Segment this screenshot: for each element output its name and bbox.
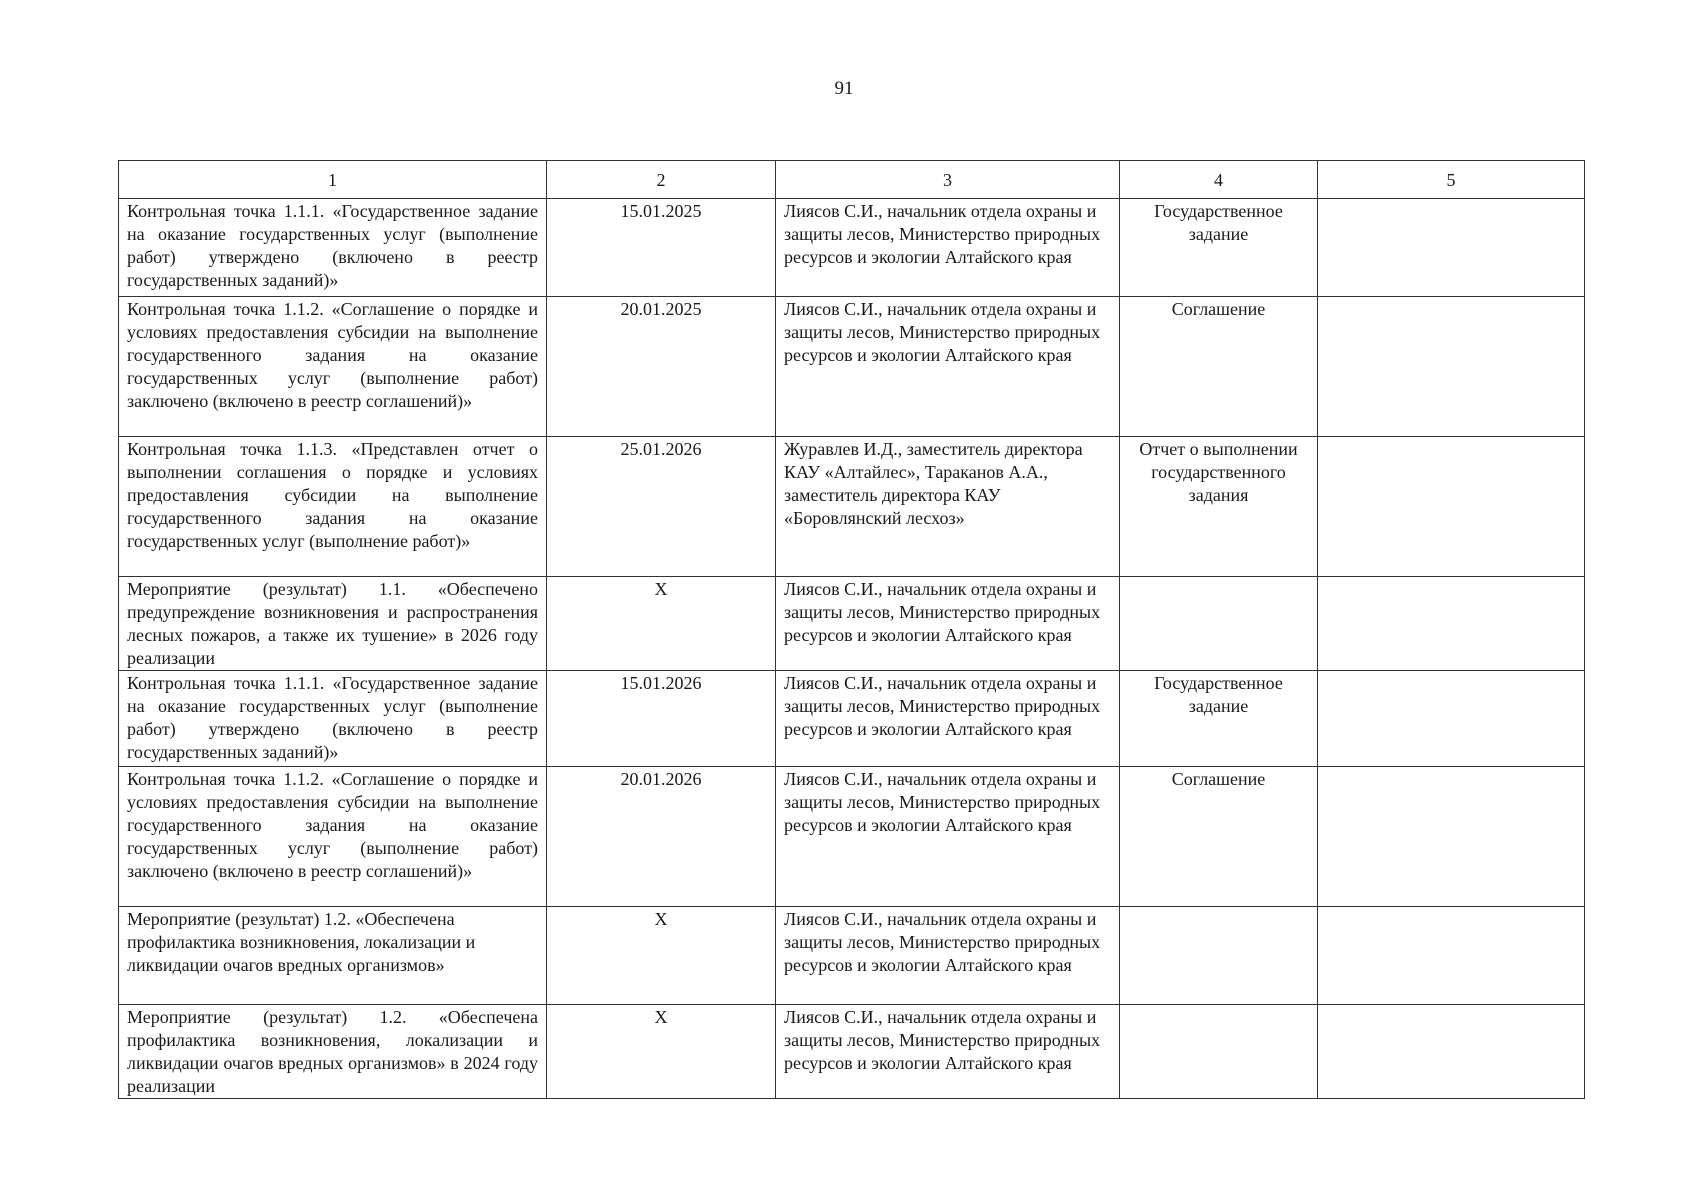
header-col-2: 2: [547, 161, 776, 199]
row-col5-cell: [1318, 907, 1585, 1005]
row-responsible-cell: Лиясов С.И., начальник отдела охраны и защиты лесов, Министерство природных ресурсов и экологии Алтайского края: [776, 577, 1120, 671]
row-date-cell: X: [547, 577, 776, 671]
row-col5-cell: [1318, 671, 1585, 767]
row-responsible-cell: Лиясов С.И., начальник отдела охраны и защиты лесов, Министерство природных ресурсов и экологии Алтайского края: [776, 671, 1120, 767]
row-date-cell: 20.01.2025: [547, 297, 776, 437]
row-responsible-cell: Журавлев И.Д., заместитель директора КАУ «Алтайлес», Тараканов А.А., заместитель директора КАУ «Боровлянский лесхоз»: [776, 437, 1120, 577]
header-row: [119, 161, 1585, 199]
row-document-cell: Отчет о выполнении государственного задания: [1120, 437, 1318, 577]
row-date-cell: 20.01.2026: [547, 767, 776, 907]
table-row: [119, 767, 1585, 907]
header-col-5: 5: [1318, 161, 1585, 199]
row-document-cell: Соглашение: [1120, 767, 1318, 907]
row-responsible-cell: Лиясов С.И., начальник отдела охраны и защиты лесов, Министерство природных ресурсов и экологии Алтайского края: [776, 767, 1120, 907]
row-document-cell: Соглашение: [1120, 297, 1318, 437]
row-name-cell: Контрольная точка 1.1.1. «Государственное задание на оказание государственных услуг (выполнение работ) утверждено (включено в реестр государственных заданий)»: [119, 671, 547, 767]
row-document-cell: [1120, 1005, 1318, 1099]
row-responsible-cell: Лиясов С.И., начальник отдела охраны и защиты лесов, Министерство природных ресурсов и экологии Алтайского края: [776, 907, 1120, 1005]
row-document-cell: Государственное задание: [1120, 671, 1318, 767]
row-document-cell: [1120, 907, 1318, 1005]
row-col5-cell: [1318, 767, 1585, 907]
table-row: [119, 1005, 1585, 1099]
row-col5-cell: [1318, 1005, 1585, 1099]
row-col5-cell: [1318, 199, 1585, 297]
table-row: [119, 671, 1585, 767]
table-row: [119, 437, 1585, 577]
row-date-cell: X: [547, 1005, 776, 1099]
table-row: [119, 297, 1585, 437]
row-responsible-cell: Лиясов С.И., начальник отдела охраны и защиты лесов, Министерство природных ресурсов и экологии Алтайского края: [776, 199, 1120, 297]
row-name-cell: Мероприятие (результат) 1.1. «Обеспечено предупреждение возникновения и распространения лесных пожаров, а также их тушение» в 2026 году реализации: [119, 577, 547, 671]
row-col5-cell: [1318, 437, 1585, 577]
header-col-1: 1: [119, 161, 547, 199]
table-row: [119, 907, 1585, 1005]
row-name-cell: Контрольная точка 1.1.1. «Государственное задание на оказание государственных услуг (выполнение работ) утверждено (включено в реестр государственных заданий)»: [119, 199, 547, 297]
row-col5-cell: [1318, 577, 1585, 671]
row-name-cell: Мероприятие (результат) 1.2. «Обеспечена профилактика возникновения, локализации и ликвидации очагов вредных организмов»: [119, 907, 547, 1005]
row-date-cell: 25.01.2026: [547, 437, 776, 577]
page-number: 91: [834, 78, 854, 99]
row-name-cell: Контрольная точка 1.1.2. «Соглашение о порядке и условиях предоставления субсидии на выполнение государственного задания на оказание государственных услуг (выполнение работ) заключено (включено в реестр соглашений)»: [119, 297, 547, 437]
row-date-cell: 15.01.2025: [547, 199, 776, 297]
row-name-cell: Контрольная точка 1.1.2. «Соглашение о порядке и условиях предоставления субсидии на выполнение государственного задания на оказание государственных услуг (выполнение работ) заключено (включено в реестр соглашений)»: [119, 767, 547, 907]
table-row: [119, 199, 1585, 297]
row-responsible-cell: Лиясов С.И., начальник отдела охраны и защиты лесов, Министерство природных ресурсов и экологии Алтайского края: [776, 297, 1120, 437]
header-col-3: 3: [776, 161, 1120, 199]
row-name-cell: Мероприятие (результат) 1.2. «Обеспечена профилактика возникновения, локализации и ликвидации очагов вредных организмов» в 2024 году реализации: [119, 1005, 547, 1099]
row-document-cell: [1120, 577, 1318, 671]
row-responsible-cell: Лиясов С.И., начальник отдела охраны и защиты лесов, Министерство природных ресурсов и экологии Алтайского края: [776, 1005, 1120, 1099]
control-points-table: [118, 160, 1585, 1099]
row-date-cell: X: [547, 907, 776, 1005]
table-row: [119, 577, 1585, 671]
row-date-cell: 15.01.2026: [547, 671, 776, 767]
row-name-cell: Контрольная точка 1.1.3. «Представлен отчет о выполнении соглашения о порядке и условиях предоставления субсидии на выполнение государственного задания на оказание государственных услуг (выполнение работ)»: [119, 437, 547, 577]
row-document-cell: Государственное задание: [1120, 199, 1318, 297]
row-col5-cell: [1318, 297, 1585, 437]
header-col-4: 4: [1120, 161, 1318, 199]
